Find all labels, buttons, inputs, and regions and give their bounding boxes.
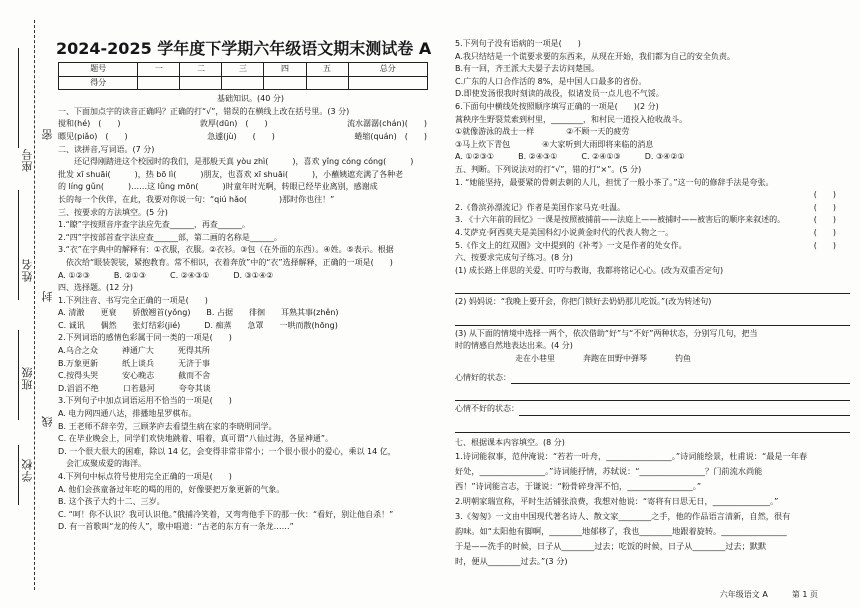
- mood-good-row: [455, 372, 850, 385]
- section-7-heading: 七、根据课本内容填空。(8 分): [455, 437, 565, 447]
- section-6-heading: 六、按要求完成句子练习。(8 分): [455, 253, 573, 263]
- q4-option: A.乌合之众 神通广大 死得其所: [58, 346, 210, 356]
- judge-item: [455, 177, 850, 190]
- q1-row-1: [58, 118, 443, 131]
- q2-line: 的 líng gǔn( )……这 lǜng mōn( )时童年时光啊，转眼已经毕业离别，感谢成: [58, 182, 378, 192]
- seal-char-mi: 密: [41, 128, 54, 140]
- score-cell: 二: [180, 63, 222, 77]
- q1-item: 流水潺潺(chán)( ): [347, 119, 427, 129]
- score-cell: 三: [222, 63, 264, 77]
- q1-item: 蜷缩(quán) ( ): [354, 131, 427, 141]
- seat-number-label: 座号: [21, 148, 34, 172]
- sentence-task-3: 时的情感自然地表达出来。(4 分): [455, 341, 573, 351]
- scenario-option: 钓鱼: [675, 354, 691, 364]
- q4-option: D. 一个很大很大的困难，除以 14 亿，会变得非常非常小；一个很小很小的爱心，乘以 14 亿，: [58, 446, 396, 456]
- page-footer: [720, 589, 818, 600]
- answer-line[interactable]: [455, 386, 850, 401]
- q4-option: C. “呵！你不认识？我可认识他。”俄捕冷笑着，又弯弯他手下的那一伙：“看好，别让他自杀！”: [58, 509, 394, 519]
- q1-row-2: [58, 131, 443, 144]
- q4-option: C.广东的人口合作活的 8%，是中国人口最多的省份。: [455, 76, 647, 86]
- score-cell: 得分: [59, 76, 138, 90]
- judge-text: 1. “她能坚持，最要紧的骨刺去刺的人儿，担忧了一般小茶了。”这一句的修辞手法是夸张。: [455, 177, 774, 187]
- mood-good-label: 心情好的状态：: [455, 372, 511, 382]
- q4-option: B.万象更新 纸上谈兵 无济于事: [58, 358, 211, 368]
- q4-option: C.按得头哭 安心晚志 截而不舍: [58, 371, 211, 381]
- fill-line: 好处，________________。”诗词能抒情，苏轼说：“________________？门前流水尚能: [455, 466, 763, 477]
- q4-option: B.有一回，齐王派大夫晏子去访问楚国。: [455, 64, 600, 74]
- score-cell: 总分: [348, 63, 427, 77]
- q3-item: 1.“瞭”字按照音序查字法应先查______，再查______。: [58, 220, 250, 230]
- judge-text: 4.艾萨克·阿西莫夫是美国科幻小说黄金时代的代表人物之一。: [455, 227, 674, 237]
- q4-option: B. 王老师不辞辛劳，三顾茅庐去看望生病在家的李晓明同学。: [58, 421, 277, 431]
- fill-line: 时，便从________过去。”(3 分): [455, 556, 568, 567]
- q4-option: C. 在毕业晚会上，同学们欢快地跳着、唱着，真可谓“八仙过海，各显神通”。: [58, 434, 333, 444]
- q6-options: A. ①②③① B. ②④③① C. ②④①③ D. ③④②①: [455, 152, 685, 162]
- seal-dashed-line: [34, 20, 35, 590]
- q2-line: 还记得刚踏进这个校园时的我们，是那般天真 yòu zhì( )，喜欢 yǐng cóng cóng( ): [58, 157, 414, 167]
- sentence-task-1: (1) 成长路上伴思的关爱、叮咛与教诲，我都将铭记心心。(改为双重否定句): [455, 265, 724, 275]
- answer-line[interactable]: [455, 311, 850, 326]
- score-table-score-row: [59, 76, 428, 90]
- score-cell: 五: [306, 63, 348, 77]
- judge-mark[interactable]: ( ): [813, 215, 836, 225]
- q4-item: 2.下列词语的感情色彩属于同一类的一项是( ): [58, 333, 232, 343]
- answer-line[interactable]: [519, 405, 850, 416]
- score-input-cell[interactable]: [138, 76, 180, 90]
- q6-line: ③马上炊下青包 ④大家听到大雨即将来临的消息: [455, 139, 654, 149]
- q3-options: A. ①②③ B. ②①③ C. ②④③① D. ③①④②: [58, 270, 274, 280]
- binding-rule: [18, 330, 19, 420]
- fill-line: 西！”诗词能言志，于谦说：“粉骨碎身浑不怕，________________。”: [455, 481, 702, 492]
- judge-mark[interactable]: ( ): [813, 227, 836, 237]
- score-table-header-row: [59, 63, 428, 77]
- fill-blank-block: [455, 449, 850, 569]
- judge-item: [455, 214, 850, 227]
- seal-char-feng: 封: [41, 290, 54, 302]
- q4-item: 6.下面句中横线处按照顺序填写正确的一项是( )(2 分): [455, 101, 659, 111]
- score-input-cell[interactable]: [306, 76, 348, 90]
- question-4: 四、选择题。(12 分): [58, 283, 133, 293]
- footer-subject: 六年级语文 A: [719, 590, 768, 599]
- judge-item: [455, 202, 850, 215]
- sentence-task-3: (3) 从下面的情境中选择一两个，依次借助“好”与“不好”两种状态，分别写几句，把当: [455, 328, 758, 338]
- binding-rule: [18, 190, 19, 300]
- judge-text: 5.《作文上的红双圈》文中提到的《补考》一文是作者的处女作。: [455, 240, 687, 250]
- school-label: 学校: [21, 458, 34, 482]
- binding-strip: [8, 20, 46, 595]
- left-column: [58, 38, 443, 534]
- q4-item: 5.下列句子没有语病的一项是( ): [455, 39, 581, 48]
- q4-option: B. 这个孩子大约十二、三岁。: [58, 497, 165, 507]
- q1-item: 搅和(hé) ( ): [58, 119, 121, 129]
- q2-line: 长的每一个伙伴，在此，我要对你说一句：“qiú hǎo( )那时你也往！”: [58, 194, 335, 204]
- q4-option: D. 有一首歌叫“龙的传人”，歌中唱道：“古老的东方有一条龙……”: [58, 522, 294, 532]
- judge-text: 3. 《十六年前的回忆》一课是按照被捕前——法庭上——被捕时——被害后的顺序来叙述的。: [455, 215, 786, 225]
- fill-line: 于是——洗手的时候，日子从________过去；吃饭的时候，日子从________过去；默默: [455, 541, 767, 552]
- q4-item: 3.下列句子中加点词语运用不恰当的一项是( ): [58, 396, 232, 406]
- q4-option: A. 电力网四通八达，排播地星罗棋布。: [58, 409, 197, 419]
- fill-line: 1.诗词能叙事，范仲淹说：“若若一叶舟，________________。”诗词能绘景，杜甫说：“最是一年春: [455, 451, 808, 462]
- scenario-option: 奔跑在田野中弹琴: [583, 354, 647, 364]
- q1-item: 急遽(jù) ( ): [207, 131, 275, 141]
- class-label: 班级: [21, 366, 34, 390]
- score-input-cell[interactable]: [222, 76, 264, 90]
- name-label: 姓名: [21, 258, 34, 282]
- score-cell: 一: [138, 63, 180, 77]
- mood-bad-label: 心情不好的状态：: [455, 404, 519, 414]
- fill-line: 韵味。如“太阳他有脚啊，________地郁移了，我也________地跟着旋转。________________: [455, 526, 787, 537]
- q4-option: D.即使发汤很我时刻读的战役，似诸发员一点儿也不气馁。: [455, 89, 664, 99]
- q4-option: D.滔滔不绝 口若悬河 夸夸其谈: [58, 383, 211, 393]
- answer-line[interactable]: [455, 418, 850, 433]
- answer-line[interactable]: [455, 279, 850, 294]
- q4-item: 1.下列注音、书写完全正确的一项是( ): [58, 295, 208, 305]
- q6-line: 蒿秧序生野裂荒索到村里，________，和村民一道投入抢收战斗。: [455, 114, 687, 124]
- judge-mark[interactable]: ( ): [813, 240, 836, 250]
- q6-line: ①就像游泳的战士一样 ②不顾一天的疲劳: [455, 127, 630, 137]
- question-3: 三、按要求的方法填空。(5 分): [58, 207, 168, 217]
- judge-item: [455, 227, 850, 240]
- score-cell: 四: [264, 63, 306, 77]
- q3-item: 2.“四”字按部首查字法应查______部，第二画的名称是______。: [58, 232, 282, 242]
- score-table: [58, 62, 428, 90]
- section-5-heading: 五、判断。下列说法对的打“√”，错的打“×”。(5 分): [455, 164, 642, 174]
- q2-line: 批发 xī shuāi( )，热 bō lì( )朋友，也喜欢 xī shuāi( )，小蘸姨遮充满了各种老: [58, 169, 404, 179]
- answer-line[interactable]: [511, 373, 850, 384]
- q3-item: 依次给“眼装袈裟，紧抱教育。常不相识，衣着奔放”中的“衣”选择解释，正确的一项是( ): [58, 257, 393, 267]
- question-1: 一、下面加点字的读音正确吗？正确的打“√”，错误的在横线上改在括号里。(3 分): [58, 106, 350, 116]
- q1-item: 瞟见(piǎo) ( ): [58, 131, 128, 141]
- exam-title: 2024-2025 学年度下学期六年级语文期末测试卷 A: [56, 39, 432, 58]
- binding-rule: [18, 48, 19, 148]
- judge-mark[interactable]: ( ): [813, 202, 836, 212]
- score-cell: 题号: [59, 63, 138, 77]
- q4-option: A.我只结结是一个谎要求要的东西来，从现在开始，我们都为自己的安全负责。: [455, 51, 735, 61]
- judge-text: 2.《鲁滨孙漂流记》作者是美国作家马克·吐温。: [455, 202, 626, 212]
- score-input-cell[interactable]: [180, 76, 222, 90]
- scenario-option: 走在小巷里: [515, 354, 555, 364]
- judge-item: [455, 240, 850, 253]
- q4-item: 4.下列句中标点符号使用完全正确的一项是( ): [58, 472, 232, 481]
- q4-option: 会汇成聚成爱的海洋。: [58, 459, 146, 469]
- judge-mark[interactable]: ( ): [813, 190, 836, 200]
- right-column: [455, 38, 850, 569]
- fill-line: 3.《匆匆》一文由中国现代著名诗人、散文家________之手，他的作品语言清新，自然，很有: [455, 511, 791, 522]
- q4-option: C. 诚讯 偶然 张灯结彩(jié) D. 痴蒸 急罩 一哄而散(hōng): [58, 320, 338, 330]
- sentence-task-2: (2) 妈妈说：“我晚上要开会，你把门锁好去奶奶那儿吃饭。”(改为转述句): [455, 297, 712, 307]
- scenario-options: [455, 353, 850, 366]
- q1-item: 敦厚(dūn) ( ): [199, 119, 268, 129]
- footer-page-number: 第 1 页: [791, 590, 818, 599]
- mood-bad-row: [455, 403, 850, 416]
- q4-option: A. 他们会孩童备过年吃的喝的用的，好像要把万象更新的气象。: [58, 484, 285, 494]
- score-input-cell[interactable]: [264, 76, 306, 90]
- score-input-cell[interactable]: [348, 76, 427, 90]
- seal-char-xian: 线: [41, 415, 54, 427]
- q4-option: A. 清澈 更衰 骄傲翘首(yǒng) B. 占据 徘徊 耳熟其事(zhěn): [58, 308, 339, 318]
- section-basic-heading: 基础知识。(40 分): [217, 94, 284, 104]
- binding-rule: [18, 445, 19, 505]
- question-2: 二、读拼音,写词语。(7 分): [58, 144, 155, 154]
- fill-line: 2.明朝家瑞宣称，平时生活铺张浪费，我想对他说：“寄将有日思无日，______________。”: [455, 496, 779, 507]
- q3-item: 3.“衣”在字典中的解释有：①衣服，衣服。②衣衫。③包（在外面的东西）。④姓。⑤表示。根据: [58, 245, 394, 255]
